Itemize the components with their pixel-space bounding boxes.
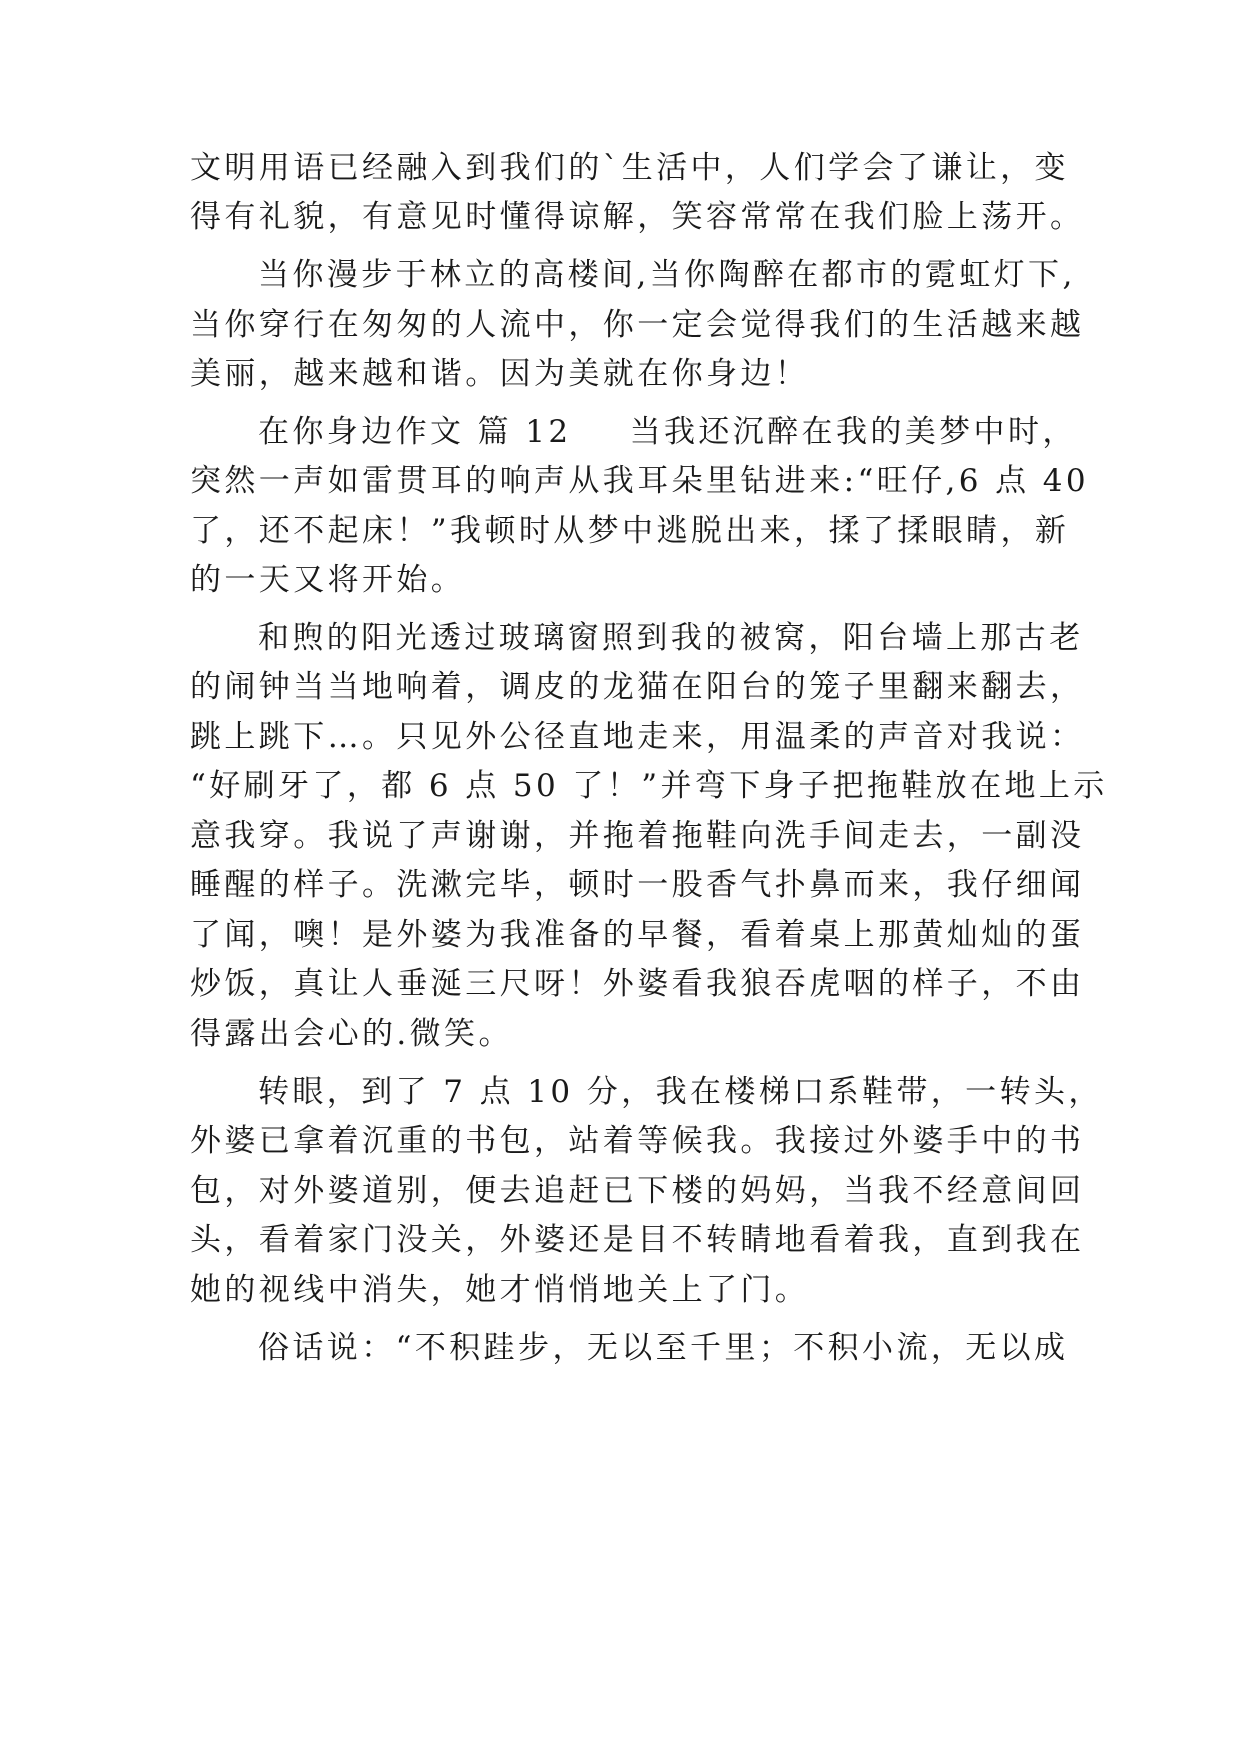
text-line: 炒饭，真让人垂涎三尺呀！外婆看我狼吞虎咽的样子，不由 (190, 966, 1085, 1002)
text-line: 当你漫步于林立的高楼间,当你陶醉在都市的霓虹灯下, (258, 257, 1076, 293)
text-line: 得有礼貌，有意见时懂得谅解，笑容常常在我们脸上荡开。 (190, 199, 1085, 235)
text-line: 包，对外婆道别，便去追赶已下楼的妈妈，当我不经意间回 (190, 1173, 1085, 1209)
text-line: 俗话说：“不积跬步，无以至千里；不积小流，无以成 (258, 1330, 1069, 1366)
text-line: 突然一声如雷贯耳的响声从我耳朵里钻进来:“旺仔,6 点 40 (190, 463, 1090, 499)
text-line: 当你穿行在匆匆的人流中，你一定会觉得我们的生活越来越 (190, 307, 1085, 343)
text-line: 和煦的阳光透过玻璃窗照到我的被窝，阳台墙上那古老 (258, 620, 1084, 656)
text-line: “好刷牙了，都 6 点 50 了！”并弯下身子把拖鞋放在地上示 (190, 768, 1108, 804)
text-line: 外婆已拿着沉重的书包，站着等候我。我接过外婆手中的书 (190, 1123, 1085, 1159)
text-line: 当我还沉醉在我的美梦中时， (629, 414, 1077, 450)
text-line: 美丽，越来越和谐。因为美就在你身边！ (190, 356, 810, 392)
section-heading: 在你身边作文 篇 12 (258, 414, 572, 450)
text-line: 的闹钟当当地响着，调皮的龙猫在阳台的笼子里翻来翻去， (190, 669, 1085, 705)
text-line: 跳上跳下…。只见外公径直地走来，用温柔的声音对我说： (190, 719, 1085, 755)
text-line: 的一天又将开始。 (190, 562, 466, 598)
text-line: 睡醒的样子。洗漱完毕，顿时一股香气扑鼻而来，我仔细闻 (190, 867, 1085, 903)
text-line: 得露出会心的.微笑。 (190, 1016, 513, 1052)
text-line: 了，还不起床！”我顿时从梦中逃脱出来，揉了揉眼睛，新 (190, 513, 1070, 549)
text-line: 转眼，到了 7 点 10 分，我在楼梯口系鞋带，一转头， (258, 1074, 1103, 1110)
section-heading-line (258, 412, 1138, 452)
text-line: 了闻，噢！是外婆为我准备的早餐，看着桌上那黄灿灿的蛋 (190, 917, 1085, 953)
text-line: 头，看着家门没关，外婆还是目不转睛地看着我，直到我在 (190, 1222, 1085, 1258)
text-line: 她的视线中消失，她才悄悄地关上了门。 (190, 1272, 810, 1308)
text-line: 文明用语已经融入到我们的`生活中，人们学会了谦让，变 (190, 150, 1069, 186)
text-line: 意我穿。我说了声谢谢，并拖着拖鞋向洗手间走去，一副没 (190, 818, 1085, 854)
